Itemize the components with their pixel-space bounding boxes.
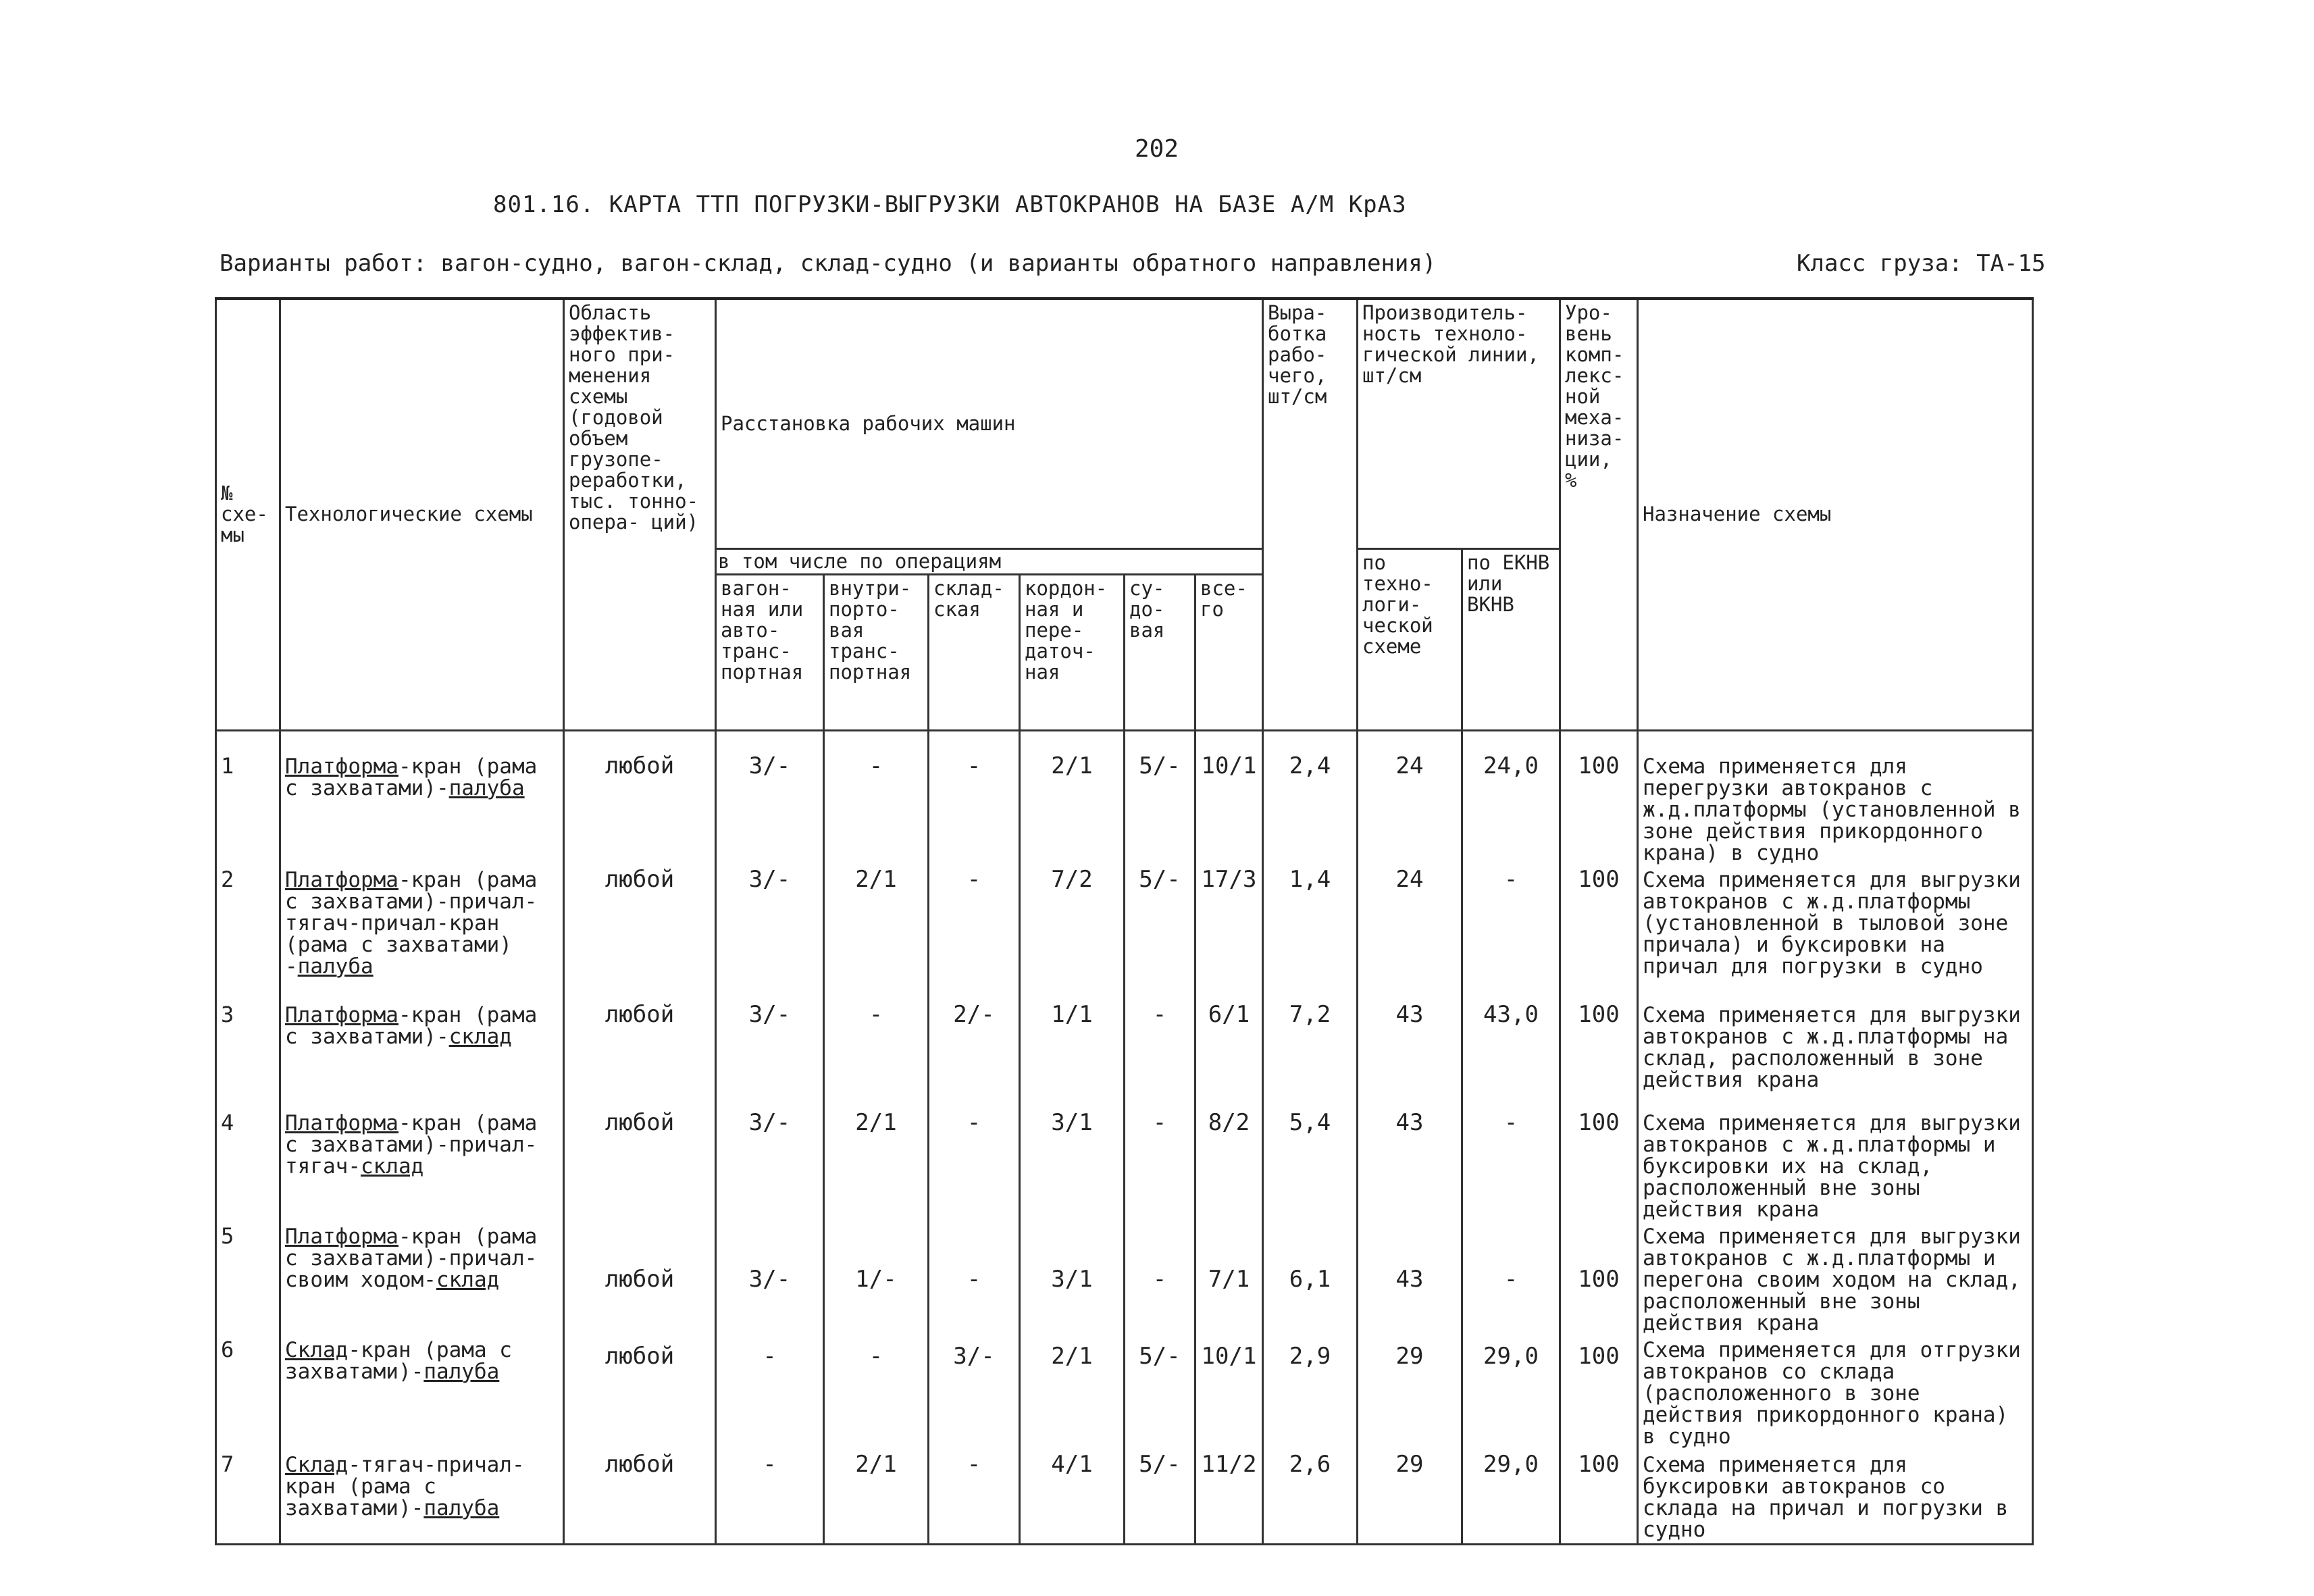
row-total: 11/2 [1195,1451,1263,1545]
row-inner: 2/1 [824,1451,929,1545]
row-scheme: Склад-кран (рама с захватами)-палуба [280,1337,564,1451]
row-output: 2,9 [1263,1337,1358,1451]
row-mech: 100 [1560,1337,1638,1451]
row-wagon: - [716,1451,824,1545]
row-scheme: Платформа-кран (рама с захватами)-палуба [280,730,564,867]
header-machine-placement: Расстановка рабочих машин [716,299,1263,548]
row-area: любой [564,1451,716,1545]
row-prod-tech: 29 [1358,1451,1462,1545]
row-ship: 5/- [1125,730,1195,867]
header-worker-output: Выра- ботка рабо- чего, шт/см [1263,299,1358,730]
table-row [216,730,2033,867]
row-kordon: 4/1 [1020,1451,1125,1545]
row-prod-tech: 24 [1358,867,1462,1002]
row-mech: 100 [1560,1110,1638,1223]
header-op-inner-port: внутри- порто- вая транс- портная [824,574,929,730]
document-title: 801.16. КАРТА ТТП ПОГРУЗКИ-ВЫГРУЗКИ АВТОКРАНОВ НА БАЗЕ А/М КрАЗ [493,191,1407,218]
row-prod-tech: 43 [1358,1002,1462,1110]
header-op-quay: кордон- ная и пере- даточ- ная [1020,574,1125,730]
row-purpose: Схема применяется для отгрузки автокранов со склада (расположенного в зоне действия прикордонного крана) в судно [1638,1337,2033,1451]
row-purpose: Схема применяется для выгрузки автокранов с ж.д.платформы и буксировки их на склад, расположенный вне зоны действия крана [1638,1110,2033,1223]
row-mech: 100 [1560,730,1638,867]
header-scheme-purpose: Назначение схемы [1638,299,2033,730]
header-mechanization-level: Уро- вень комп- лекс- ной меха- низа- ции, % [1560,299,1638,730]
row-kordon: 3/1 [1020,1110,1125,1223]
technology-map-table [215,297,2034,1545]
row-area: любой [564,867,716,1002]
row-output: 2,4 [1263,730,1358,867]
header-op-wagon: вагон- ная или авто- транс- портная [716,574,824,730]
row-output: 1,4 [1263,867,1358,1002]
row-prod-eknv: - [1462,867,1560,1002]
row-area: любой [564,1002,716,1110]
work-variants: Варианты работ: вагон-судно, вагон-склад, склад-судно (и варианты обратного направления) [220,250,1437,277]
header-tech-schemes: Технологические схемы [280,299,564,730]
row-purpose: Схема применяется для перегрузки автокранов с ж.д.платформы (установленной в зоне действия прикордонного крана) в судно [1638,730,2033,867]
row-inner: - [824,730,929,867]
row-purpose: Схема применяется для буксировки автокранов со склада на причал и погрузки в судно [1638,1451,2033,1545]
row-prod-eknv: - [1462,1223,1560,1337]
row-output: 7,2 [1263,1002,1358,1110]
header-scheme-number: № схе- мы [216,299,280,730]
row-output: 5,4 [1263,1110,1358,1223]
row-sklad: - [929,867,1020,1002]
row-output: 6,1 [1263,1223,1358,1337]
table-row [216,1223,2033,1337]
row-area: любой [564,1223,716,1337]
row-mech: 100 [1560,1223,1638,1337]
row-scheme: Склад-тягач-причал-кран (рама с захватами)-палуба [280,1451,564,1545]
row-prod-tech: 43 [1358,1223,1462,1337]
row-ship: 5/- [1125,1337,1195,1451]
row-scheme: Платформа-кран (рама с захватами)-склад [280,1002,564,1110]
header-line-productivity: Производитель- ность техноло- гической линии, шт/см [1358,299,1560,548]
row-kordon: 3/1 [1020,1223,1125,1337]
row-prod-eknv: 29,0 [1462,1337,1560,1451]
row-mech: 100 [1560,867,1638,1002]
row-wagon: 3/- [716,1223,824,1337]
row-prod-tech: 24 [1358,730,1462,867]
header-prod-tech-scheme: по техно- логи- ческой схеме [1358,548,1462,730]
header-prod-eknv: по ЕКНВ или ВКНВ [1462,548,1560,730]
row-ship: - [1125,1110,1195,1223]
row-sklad: - [929,1110,1020,1223]
row-number: 2 [216,867,280,1002]
table-row [216,1110,2033,1223]
table-row [216,1451,2033,1545]
row-scheme: Платформа-кран (рама с захватами)-причал-тягач-причал-кран (рама с захватами) -палуба [280,867,564,1002]
row-area: любой [564,730,716,867]
row-sklad: - [929,730,1020,867]
row-prod-eknv: - [1462,1110,1560,1223]
row-wagon: 3/- [716,730,824,867]
row-ship: 5/- [1125,867,1195,1002]
row-output: 2,6 [1263,1451,1358,1545]
table-row [216,1337,2033,1451]
row-prod-tech: 43 [1358,1110,1462,1223]
header-op-ship: су- до- вая [1125,574,1195,730]
row-inner: - [824,1337,929,1451]
row-scheme: Платформа-кран (рама с захватами)-причал-своим ходом-склад [280,1223,564,1337]
row-total: 7/1 [1195,1223,1263,1337]
row-ship: 5/- [1125,1451,1195,1545]
row-number: 3 [216,1002,280,1110]
header-application-area: Область эффектив- ного при- менения схемы (годовой объем грузопе- реработки, тыс. тонно-опера- ций) [564,299,716,730]
row-purpose: Схема применяется для выгрузки автокранов с ж.д.платформы (установленной в тыловой зоне причала) и буксировки на причал для погрузки в судно [1638,867,2033,1002]
table-row [216,1002,2033,1110]
row-number: 5 [216,1223,280,1337]
row-number: 1 [216,730,280,867]
row-purpose: Схема применяется для выгрузки автокранов с ж.д.платформы на склад, расположенный в зоне действия крана [1638,1002,2033,1110]
row-mech: 100 [1560,1451,1638,1545]
row-total: 17/3 [1195,867,1263,1002]
row-area: любой [564,1337,716,1451]
row-total: 8/2 [1195,1110,1263,1223]
row-kordon: 2/1 [1020,1337,1125,1451]
row-area: любой [564,1110,716,1223]
row-number: 6 [216,1337,280,1451]
row-inner: - [824,1002,929,1110]
row-wagon: 3/- [716,867,824,1002]
row-prod-eknv: 24,0 [1462,730,1560,867]
row-number: 4 [216,1110,280,1223]
row-ship: - [1125,1223,1195,1337]
row-total: 6/1 [1195,1002,1263,1110]
row-inner: 2/1 [824,867,929,1002]
header-op-warehouse: склад- ская [929,574,1020,730]
row-prod-eknv: 43,0 [1462,1002,1560,1110]
row-inner: 1/- [824,1223,929,1337]
row-prod-tech: 29 [1358,1337,1462,1451]
row-inner: 2/1 [824,1110,929,1223]
row-kordon: 7/2 [1020,867,1125,1002]
row-total: 10/1 [1195,730,1263,867]
row-sklad: - [929,1451,1020,1545]
table-row [216,867,2033,1002]
header-by-operations: в том числе по операциям [716,548,1263,574]
row-mech: 100 [1560,1002,1638,1110]
row-purpose: Схема применяется для выгрузки автокранов с ж.д.платформы и перегона своим ходом на склад, расположенный вне зоны действия крана [1638,1223,2033,1337]
row-sklad: - [929,1223,1020,1337]
header-op-total: все- го [1195,574,1263,730]
row-sklad: 3/- [929,1337,1020,1451]
row-ship: - [1125,1002,1195,1110]
row-number: 7 [216,1451,280,1545]
row-kordon: 2/1 [1020,730,1125,867]
page-number: 202 [1135,135,1179,163]
row-scheme: Платформа-кран (рама с захватами)-причал-тягач-склад [280,1110,564,1223]
row-prod-eknv: 29,0 [1462,1451,1560,1545]
row-wagon: 3/- [716,1110,824,1223]
row-kordon: 1/1 [1020,1002,1125,1110]
row-wagon: - [716,1337,824,1451]
cargo-class: Класс груза: ТА-15 [1797,250,2046,277]
row-wagon: 3/- [716,1002,824,1110]
row-total: 10/1 [1195,1337,1263,1451]
row-sklad: 2/- [929,1002,1020,1110]
